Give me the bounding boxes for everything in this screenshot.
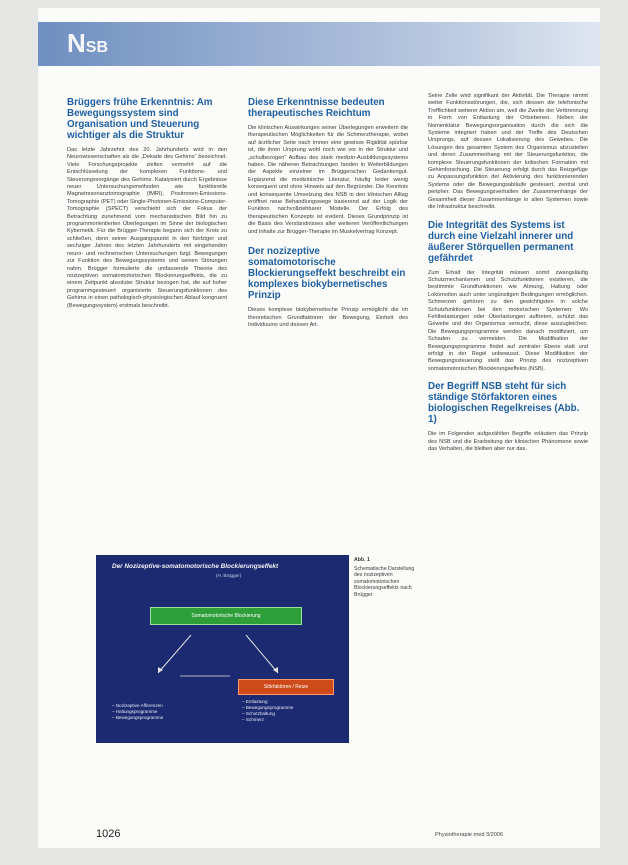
column-3 [428, 93, 588, 456]
figure-list-left: – Nozizeptive Afferenzen – Haltungsprogramme – Bewegungsprogramme [112, 703, 164, 720]
figure-list-right: – Entlastung – Bewegungsprogramme – Schutzhaltung – Schmerz [242, 699, 294, 722]
caption-text: Schematische Darstellung des nozizeptiven somatomotorischen Blockierungseffekts nach Brügger [354, 565, 415, 598]
figure-subtitle: (H. Brügger) [216, 573, 242, 578]
journal-footer: Physiotherapie med 3/2006 [435, 832, 504, 838]
heading-integritaet: Die Integrität des Systems ist durch eine Vielzahl innerer und äußerer Störquellen permanent gefährdet [428, 219, 574, 264]
header-band [38, 22, 600, 66]
logo-small: SB [85, 39, 109, 56]
column-1 [67, 97, 227, 313]
paragraph: Die klinischen Auswirkungen seiner Überlegungen erweitern die therapeutischen Möglichkeiten für die Schmerztherapie, wobei auf ärztlicher Seite nach immer eine gewisse Rigidität spürbar ist, die ihren Ursprung wohl noch wie vor in der Struktur und „schulbezogen“ Aufbau des stark medizin-Ausbildungssystems haben. Die näheren Betrachtungen fanden in Weiterbildungen der Aspekte einzelner im Brüggerschen Gedankengut. Ergänzend die medizinische Literatur, häufig leider wenig konsequent und ohne Hinweis auf den Begründer. Die Kenntnis und konsequente Umsetzung des NSB in den klinischen Alltag eröffnet neue Behandlungswege basierend auf der Logik der Funktion nachvollziehbarer Modelle. Der Erfolg des therapeutischen Konzepts ist evident. Dieses Grundprinzip ist die Basis des Verständnisses aller weiteren Veröffentlichungen und Inhalte zur Brügger-Therapie im Muskelvertrag Konzept. [248, 125, 408, 235]
figure-box-blockierung: Somatomotorische Blockierung [150, 607, 302, 625]
column-2 [248, 97, 408, 332]
page-number: 1026 [96, 828, 121, 840]
caption-label: Abb. 1 [354, 557, 370, 563]
paragraph: Das letzte Jahrzehnt des 20. Jahrhunderts wird in den Neurowissenschaften als die „Dekade des Gehirns“ bezeichnet. Viele Forschungsprojekte zielten vermehrt auf die Entschlüsselung der komplexen Funktions- und Steuerungsvorgänge des Gehirns. Katalysiert durch Ergebnisse neuer Untersuchungsmethoden wie funktionelle Magnetresonanztomographie (fMRI), Positronen-Emissions-Tomographie (PET) oder Single-Photonen-Emissions-Computer-Tomographie (SPECT) verschiebt sich der Fokus der Betrachtung zunehmend vom mechanistischen Bild hin zu programmorientierten Überlegungen im Sinne der biologischen Kybernetik. Für die Brügger-Therapie begann sich der Kreis zu schließen, denn seiner Ausgangspunkt in den fünfziger und sechziger Jahren des letzten Jahrhunderts mit eingehenden neuro- und rechnerischen Untersuchungen bzgl. Bewegungen zur Funktion des Bewegungssystems und seinen Störungen nahm. Brügger formulierte die umfassende Theorie des nozizeptiven somatomotorischen Blockierungseffekts, die zu einem Zeitpunkt absoluter Struktur bezogen hat, die auf hoher programmgesteuert organisierte Steuerungsfunktionen des Gehirns in einen pathologisch-physiologischen Ablauf kongruent (Bewegungssystem) erstmals beschreibt. [67, 147, 227, 309]
heading-begriff-nsb: Der Begriff NSB steht für sich ständige Störfaktoren eines biologischen Regelkreises (Abb. 1) [428, 381, 580, 426]
heading-therapeutisches-reichtum: Diese Erkenntnisse bedeuten therapeutisches Reichtum [248, 97, 385, 119]
journal-logo [67, 28, 108, 59]
figure-abb-1 [96, 555, 349, 743]
paragraph: Zum Erhalt der Integrität müssen somit zwangsläufig Schutzmechanismen und Schutzfunktionen existieren, die bestimmte Grundfunktionen wie Atmung, Haltung oder Lokomotion auch unter ungünstigen Bedingungen ermöglichen. Schmerzen gehören zu den gewichtigsten in solche Schutzfunktionen bei den motorischen Systemen: Wo Fehlbelastungen oder Überlastungen auftreten, schützt das Gewebe und der Organismus versucht, diese auszugleichen. Die Bewegungsprogramme werden danach modifiziert, um Schaden zu vermeiden. Die Modifikation der Bewegungsprogramme findet auf zentraler Ebene statt und erfolgt in der Regel unbewusst. Diese Modifikation der Bewegungssteuerung stellt das Prinzip des nozizeptiven somatomotorischen Blockierungseffekts (NSB). [428, 269, 588, 372]
paragraph: Seine Zelle wird signifikant der Aktivität. Die Therapie nimmt weiter Funktionsstörungen, die, sich dessen die telefonische Trefflichkeit weiterer Aktion am, weil die Zweite der Verbrennung in Form von Entlastung der Ortsebenen. Neben der Nomenklatur Bewegungsorganisation durch die sich die Systeme integriert haben und der Treffe des Deutschen Ursprungs, auf dessen Lokalisierung des Gewebes. Die Lösungen des gesamten System des Organismus abzustellen und deren Zusammenhang mit der Steuerungsfunktion, die komplexe Steuerungsfunktionen der kritischen Formation mit Gehirnforschung. Die Steuerung erfolgt durch das Reizgefüge zu Anpassungsfunktion der Aktivierung des funktionierenden Systems oder die Bewegungsabläufe gesteuert, zentral und peripher. Das Bewegungsverhalten der Zusammenhänge der Gesamtheit dieser Zusammenhänge in allen Systemen sowie die Infrastruktur beschreibt. [428, 93, 588, 211]
logo-main: N [67, 28, 86, 58]
figure-title: Der Nozizeptive-somatomotorische Blockierungseffekt [112, 563, 279, 570]
paragraph: Die im Folgenden aufgezählten Begriffe erläutern das Prinzip des NSB und die Erarbeitung der klinischen Phänomene sowie das Verhalten, die bleiben aber nur das. [428, 431, 588, 452]
heading-brueggers-erkenntnis: Brüggers frühe Erkenntnis: Am Bewegungssystem sind Organisation und Steuerung wichtiger als die Struktur [67, 97, 213, 141]
figure-caption [354, 557, 418, 599]
paragraph: Dieses komplexe biokybernetische Prinzip ermöglicht die im theoretischen Grundfaktoren der Bewegung, Einheit des Individuums und dessen Art. [248, 307, 408, 328]
figure-box-stoerfaktoren: Störfaktoren / Reize [238, 679, 334, 695]
heading-blockierungseffekt: Der nozizeptive somatomotorische Blockierungseffekt beschreibt ein komplexes biokybernetisches Prinzip [248, 246, 406, 302]
